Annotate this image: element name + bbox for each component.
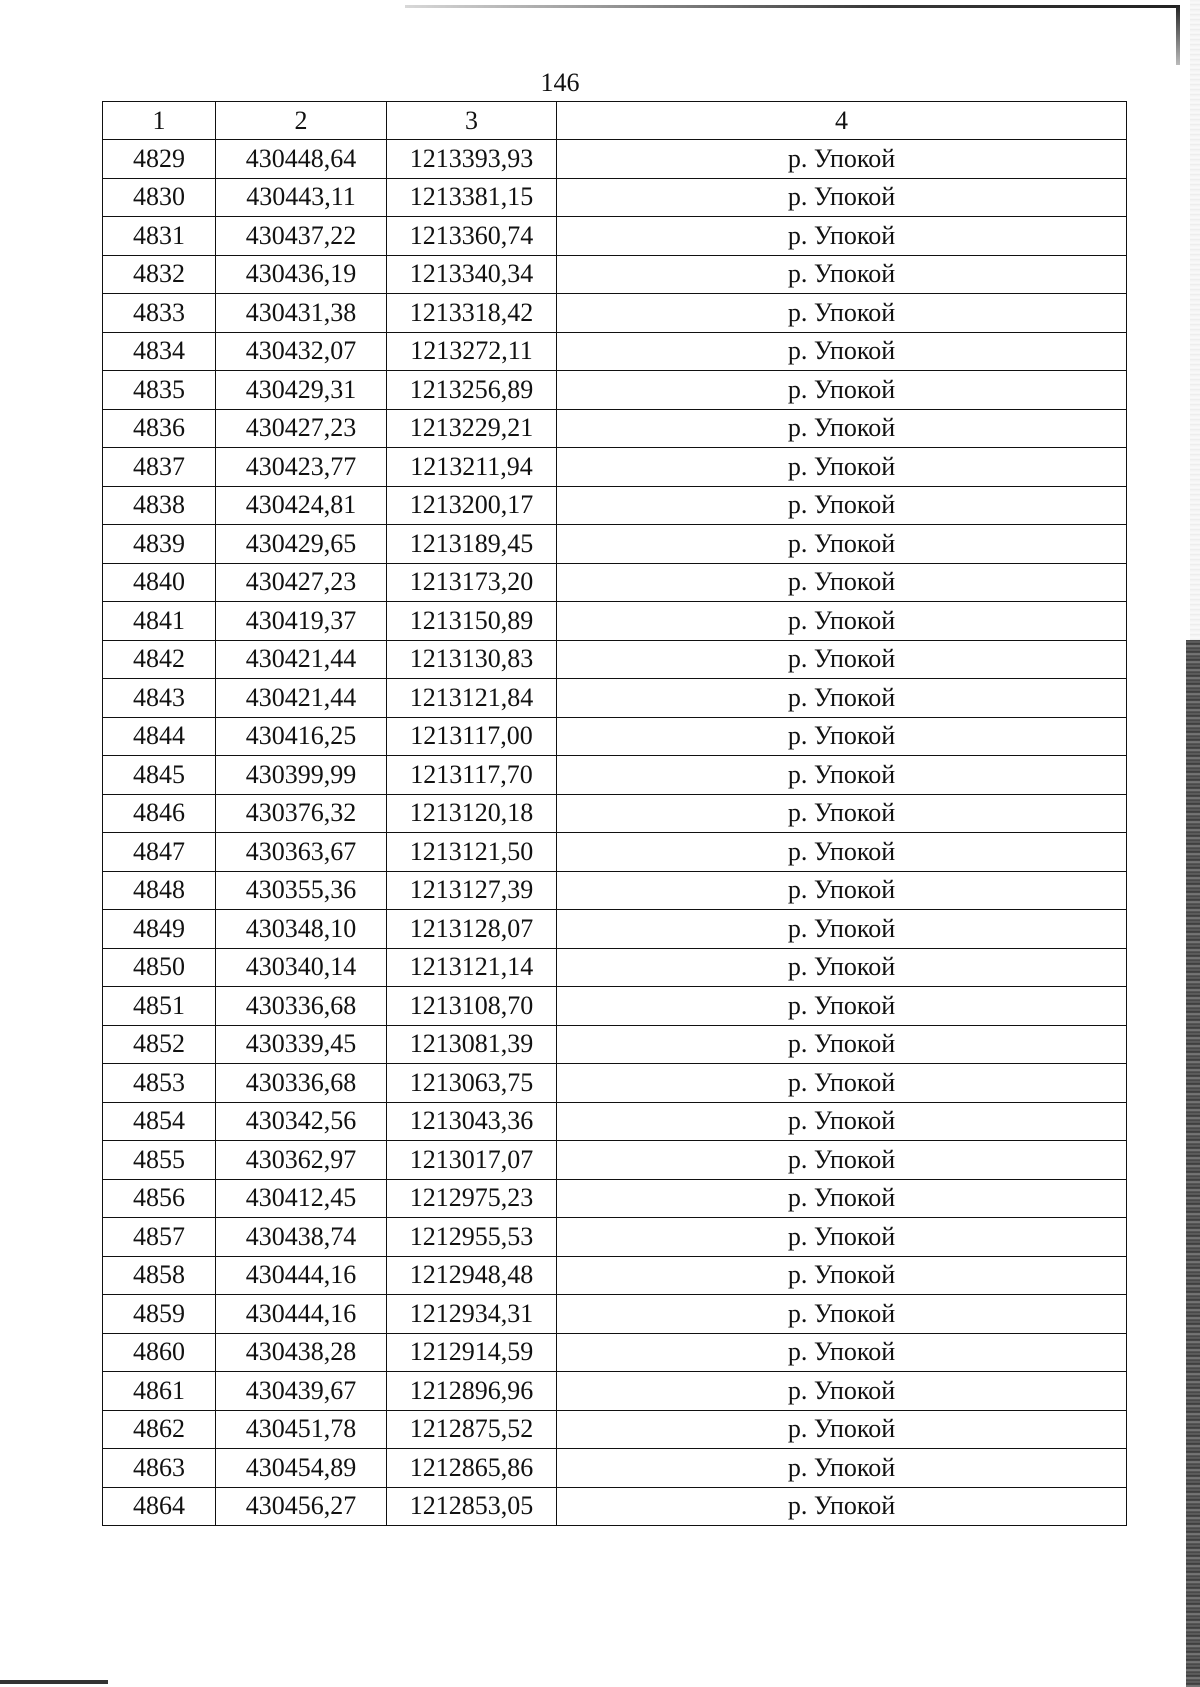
description-cell: р. Упокой — [557, 1372, 1127, 1411]
x-coordinate-cell: 430437,22 — [216, 217, 387, 256]
x-coordinate-cell: 430443,11 — [216, 178, 387, 217]
y-coordinate-cell: 1213393,93 — [387, 140, 557, 179]
table-row — [103, 486, 1127, 525]
point-number-cell: 4848 — [103, 871, 216, 910]
point-number-cell: 4831 — [103, 217, 216, 256]
y-coordinate-cell: 1213229,21 — [387, 409, 557, 448]
x-coordinate-cell: 430448,64 — [216, 140, 387, 179]
x-coordinate-cell: 430416,25 — [216, 717, 387, 756]
point-number-cell: 4845 — [103, 756, 216, 795]
point-number-cell: 4847 — [103, 833, 216, 872]
y-coordinate-cell: 1213117,00 — [387, 717, 557, 756]
point-number-cell: 4853 — [103, 1064, 216, 1103]
table-row — [103, 640, 1127, 679]
point-number-cell: 4830 — [103, 178, 216, 217]
x-coordinate-cell: 430438,28 — [216, 1333, 387, 1372]
description-cell: р. Упокой — [557, 1487, 1127, 1526]
y-coordinate-cell: 1213043,36 — [387, 1102, 557, 1141]
table-row — [103, 217, 1127, 256]
point-number-cell: 4857 — [103, 1218, 216, 1257]
y-coordinate-cell: 1213121,50 — [387, 833, 557, 872]
y-coordinate-cell: 1212948,48 — [387, 1256, 557, 1295]
description-cell: р. Упокой — [557, 948, 1127, 987]
y-coordinate-cell: 1213017,07 — [387, 1141, 557, 1180]
table-row — [103, 140, 1127, 179]
point-number-cell: 4860 — [103, 1333, 216, 1372]
description-cell: р. Упокой — [557, 1333, 1127, 1372]
table-row — [103, 178, 1127, 217]
y-coordinate-cell: 1213200,17 — [387, 486, 557, 525]
table-row — [103, 679, 1127, 718]
table-row — [103, 794, 1127, 833]
point-number-cell: 4846 — [103, 794, 216, 833]
x-coordinate-cell: 430355,36 — [216, 871, 387, 910]
y-coordinate-cell: 1212853,05 — [387, 1487, 557, 1526]
point-number-cell: 4840 — [103, 563, 216, 602]
x-coordinate-cell: 430339,45 — [216, 1025, 387, 1064]
point-number-cell: 4859 — [103, 1295, 216, 1334]
table-row — [103, 1064, 1127, 1103]
description-cell: р. Упокой — [557, 1410, 1127, 1449]
description-cell: р. Упокой — [557, 1179, 1127, 1218]
description-cell: р. Упокой — [557, 332, 1127, 371]
y-coordinate-cell: 1213128,07 — [387, 910, 557, 949]
x-coordinate-cell: 430438,74 — [216, 1218, 387, 1257]
description-cell: р. Упокой — [557, 833, 1127, 872]
x-coordinate-cell: 430336,68 — [216, 1064, 387, 1103]
table-row — [103, 448, 1127, 487]
table-row — [103, 871, 1127, 910]
x-coordinate-cell: 430421,44 — [216, 640, 387, 679]
description-cell: р. Упокой — [557, 640, 1127, 679]
point-number-cell: 4855 — [103, 1141, 216, 1180]
description-cell: р. Упокой — [557, 448, 1127, 487]
y-coordinate-cell: 1213120,18 — [387, 794, 557, 833]
x-coordinate-cell: 430432,07 — [216, 332, 387, 371]
table-row — [103, 1256, 1127, 1295]
description-cell: р. Упокой — [557, 178, 1127, 217]
x-coordinate-cell: 430454,89 — [216, 1449, 387, 1488]
point-number-cell: 4864 — [103, 1487, 216, 1526]
y-coordinate-cell: 1213318,42 — [387, 294, 557, 333]
table-row — [103, 833, 1127, 872]
y-coordinate-cell: 1212975,23 — [387, 1179, 557, 1218]
point-number-cell: 4838 — [103, 486, 216, 525]
table-row — [103, 1449, 1127, 1488]
y-coordinate-cell: 1212865,86 — [387, 1449, 557, 1488]
x-coordinate-cell: 430399,99 — [216, 756, 387, 795]
description-cell: р. Упокой — [557, 679, 1127, 718]
point-number-cell: 4835 — [103, 371, 216, 410]
table-row — [103, 1141, 1127, 1180]
x-coordinate-cell: 430429,65 — [216, 525, 387, 564]
table-row — [103, 409, 1127, 448]
description-cell: р. Упокой — [557, 987, 1127, 1026]
x-coordinate-cell: 430342,56 — [216, 1102, 387, 1141]
y-coordinate-cell: 1213117,70 — [387, 756, 557, 795]
y-coordinate-cell: 1213189,45 — [387, 525, 557, 564]
x-coordinate-cell: 430431,38 — [216, 294, 387, 333]
x-coordinate-cell: 430348,10 — [216, 910, 387, 949]
table-row — [103, 525, 1127, 564]
description-cell: р. Упокой — [557, 486, 1127, 525]
description-cell: р. Упокой — [557, 1218, 1127, 1257]
y-coordinate-cell: 1213256,89 — [387, 371, 557, 410]
x-coordinate-cell: 430444,16 — [216, 1295, 387, 1334]
table-row — [103, 1487, 1127, 1526]
description-cell: р. Упокой — [557, 1295, 1127, 1334]
table-row — [103, 1333, 1127, 1372]
y-coordinate-cell: 1213063,75 — [387, 1064, 557, 1103]
point-number-cell: 4843 — [103, 679, 216, 718]
x-coordinate-cell: 430336,68 — [216, 987, 387, 1026]
table-row — [103, 987, 1127, 1026]
point-number-cell: 4856 — [103, 1179, 216, 1218]
table-row — [103, 1025, 1127, 1064]
table-header-row — [103, 102, 1127, 140]
x-coordinate-cell: 430427,23 — [216, 409, 387, 448]
y-coordinate-cell: 1213360,74 — [387, 217, 557, 256]
description-cell: р. Упокой — [557, 371, 1127, 410]
x-coordinate-cell: 430451,78 — [216, 1410, 387, 1449]
description-cell: р. Упокой — [557, 217, 1127, 256]
header-cell-4: 4 — [557, 102, 1127, 140]
x-coordinate-cell: 430423,77 — [216, 448, 387, 487]
header-cell-3: 3 — [387, 102, 557, 140]
description-cell: р. Упокой — [557, 602, 1127, 641]
right-scan-edge-light — [1190, 0, 1200, 640]
description-cell: р. Упокой — [557, 255, 1127, 294]
y-coordinate-cell: 1213211,94 — [387, 448, 557, 487]
description-cell: р. Упокой — [557, 910, 1127, 949]
table-row — [103, 948, 1127, 987]
table-row — [103, 910, 1127, 949]
y-coordinate-cell: 1212934,31 — [387, 1295, 557, 1334]
top-scan-corner — [1176, 5, 1180, 65]
point-number-cell: 4861 — [103, 1372, 216, 1411]
table-row — [103, 1218, 1127, 1257]
point-number-cell: 4842 — [103, 640, 216, 679]
table-row — [103, 371, 1127, 410]
x-coordinate-cell: 430436,19 — [216, 255, 387, 294]
point-number-cell: 4863 — [103, 1449, 216, 1488]
table-row — [103, 756, 1127, 795]
x-coordinate-cell: 430340,14 — [216, 948, 387, 987]
description-cell: р. Упокой — [557, 563, 1127, 602]
header-cell-1: 1 — [103, 102, 216, 140]
description-cell: р. Упокой — [557, 871, 1127, 910]
description-cell: р. Упокой — [557, 140, 1127, 179]
point-number-cell: 4844 — [103, 717, 216, 756]
description-cell: р. Упокой — [557, 794, 1127, 833]
point-number-cell: 4854 — [103, 1102, 216, 1141]
point-number-cell: 4852 — [103, 1025, 216, 1064]
y-coordinate-cell: 1212875,52 — [387, 1410, 557, 1449]
y-coordinate-cell: 1213150,89 — [387, 602, 557, 641]
table-row — [103, 1102, 1127, 1141]
description-cell: р. Упокой — [557, 525, 1127, 564]
top-scan-rule — [405, 5, 1180, 8]
table-row — [103, 717, 1127, 756]
point-number-cell: 4850 — [103, 948, 216, 987]
y-coordinate-cell: 1213121,84 — [387, 679, 557, 718]
point-number-cell: 4837 — [103, 448, 216, 487]
y-coordinate-cell: 1213081,39 — [387, 1025, 557, 1064]
point-number-cell: 4849 — [103, 910, 216, 949]
x-coordinate-cell: 430427,23 — [216, 563, 387, 602]
description-cell: р. Упокой — [557, 1064, 1127, 1103]
point-number-cell: 4841 — [103, 602, 216, 641]
table-row — [103, 294, 1127, 333]
x-coordinate-cell: 430429,31 — [216, 371, 387, 410]
table-row — [103, 1179, 1127, 1218]
description-cell: р. Упокой — [557, 1025, 1127, 1064]
page-number: 146 — [540, 68, 580, 97]
point-number-cell: 4836 — [103, 409, 216, 448]
x-coordinate-cell: 430439,67 — [216, 1372, 387, 1411]
description-cell: р. Упокой — [557, 1449, 1127, 1488]
x-coordinate-cell: 430456,27 — [216, 1487, 387, 1526]
description-cell: р. Упокой — [557, 756, 1127, 795]
x-coordinate-cell: 430419,37 — [216, 602, 387, 641]
table-row — [103, 332, 1127, 371]
y-coordinate-cell: 1213381,15 — [387, 178, 557, 217]
y-coordinate-cell: 1213173,20 — [387, 563, 557, 602]
description-cell: р. Упокой — [557, 409, 1127, 448]
right-scan-edge-dark — [1186, 640, 1200, 1687]
y-coordinate-cell: 1213127,39 — [387, 871, 557, 910]
x-coordinate-cell: 430362,97 — [216, 1141, 387, 1180]
description-cell: р. Упокой — [557, 294, 1127, 333]
point-number-cell: 4832 — [103, 255, 216, 294]
y-coordinate-cell: 1213340,34 — [387, 255, 557, 294]
point-number-cell: 4833 — [103, 294, 216, 333]
point-number-cell: 4829 — [103, 140, 216, 179]
y-coordinate-cell: 1213272,11 — [387, 332, 557, 371]
table-body — [103, 102, 1127, 1526]
table-row — [103, 1295, 1127, 1334]
point-number-cell: 4851 — [103, 987, 216, 1026]
y-coordinate-cell: 1213121,14 — [387, 948, 557, 987]
coordinates-table — [102, 101, 1127, 1526]
point-number-cell: 4839 — [103, 525, 216, 564]
description-cell: р. Упокой — [557, 717, 1127, 756]
table-row — [103, 563, 1127, 602]
bottom-scan-mark — [0, 1680, 108, 1684]
table-row — [103, 255, 1127, 294]
y-coordinate-cell: 1212896,96 — [387, 1372, 557, 1411]
y-coordinate-cell: 1213130,83 — [387, 640, 557, 679]
description-cell: р. Упокой — [557, 1256, 1127, 1295]
point-number-cell: 4858 — [103, 1256, 216, 1295]
y-coordinate-cell: 1213108,70 — [387, 987, 557, 1026]
x-coordinate-cell: 430363,67 — [216, 833, 387, 872]
table-row — [103, 1410, 1127, 1449]
x-coordinate-cell: 430412,45 — [216, 1179, 387, 1218]
description-cell: р. Упокой — [557, 1141, 1127, 1180]
description-cell: р. Упокой — [557, 1102, 1127, 1141]
x-coordinate-cell: 430424,81 — [216, 486, 387, 525]
table-row — [103, 1372, 1127, 1411]
x-coordinate-cell: 430376,32 — [216, 794, 387, 833]
y-coordinate-cell: 1212955,53 — [387, 1218, 557, 1257]
x-coordinate-cell: 430444,16 — [216, 1256, 387, 1295]
y-coordinate-cell: 1212914,59 — [387, 1333, 557, 1372]
header-cell-2: 2 — [216, 102, 387, 140]
point-number-cell: 4862 — [103, 1410, 216, 1449]
x-coordinate-cell: 430421,44 — [216, 679, 387, 718]
table-row — [103, 602, 1127, 641]
point-number-cell: 4834 — [103, 332, 216, 371]
